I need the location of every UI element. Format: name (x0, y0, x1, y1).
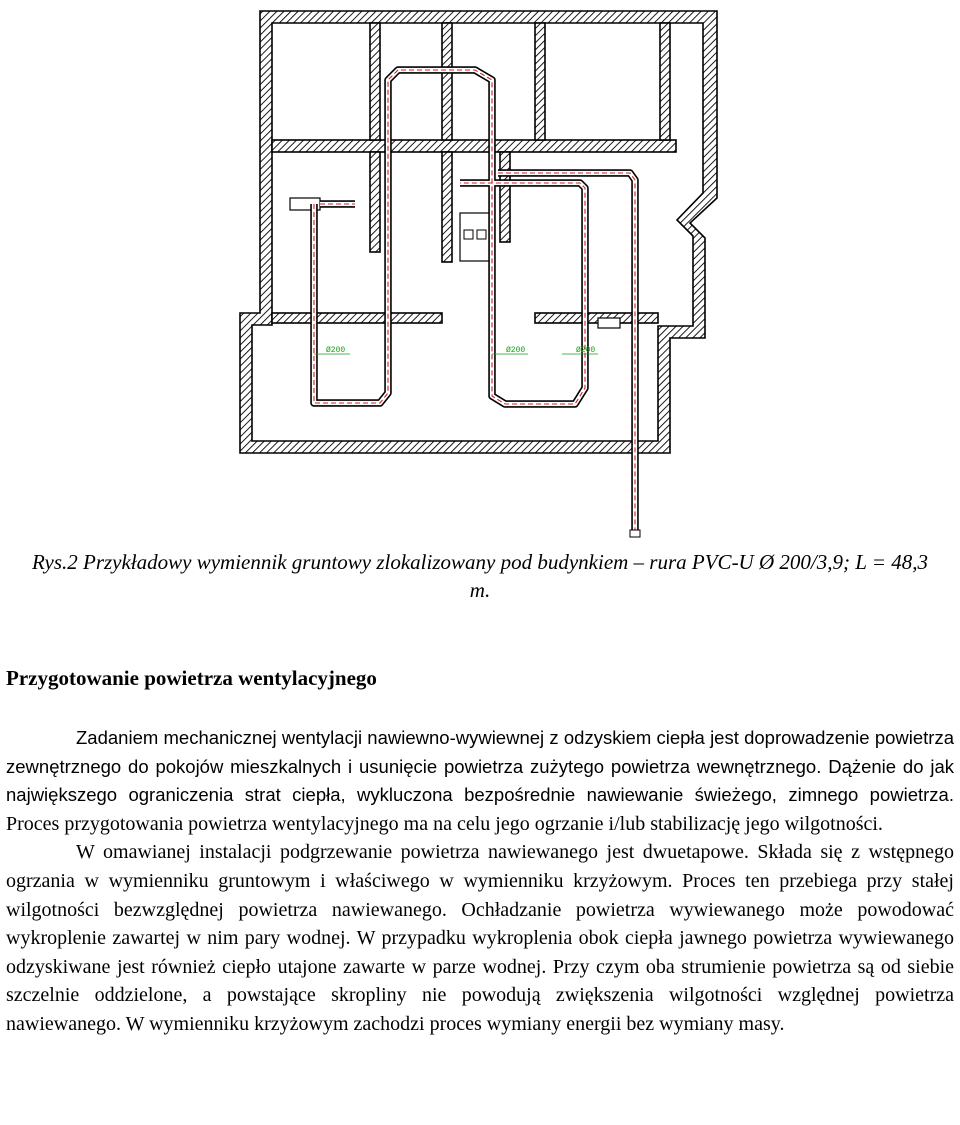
paragraph-1-serif-part: Proces przygotowania powietrza wentylacyjnego ma na celu jego ogrzanie i/lub stabilizację jego wilgotności. (6, 812, 883, 835)
ventilation-unit (290, 198, 620, 328)
figure-caption: Rys.2 Przykładowy wymiennik gruntowy zlokalizowany pod budynkiem – rura PVC-U Ø 200/3,9; L = 48,3 m. (32, 550, 928, 602)
pipe-label-2: Ø200 (506, 346, 526, 355)
section-body (6, 724, 954, 1039)
paragraph-1 (6, 724, 954, 838)
pipe-label-1: Ø200 (326, 346, 346, 355)
paragraph-2: W omawianej instalacji podgrzewanie powietrza nawiewanego jest dwuetapowe. Składa się z wstępnego ogrzania w wymienniku gruntowym i właściwego w wymienniku krzyżowym. Proces ten przebiega przy stałej wilgotności bezwzględnej powietrza nawiewanego. Ochładzanie powietrza wywiewanego może powodować wykroplenie zawartej w nim pary wodnej. W przypadku wykroplenia obok ciepła jawnego powietrza wywiewanego odzyskiwane jest również ciepło utajone zawarte w parze wodnej. Przy czym oba strumienie powietrza są od siebie szczelnie oddzielone, a powstające skropliny nie powodują zwiększenia wilgotności względnej powietrza nawiewanego. W wymienniku krzyżowym zachodzi proces wymiany energii bez wymiany masy. (6, 841, 954, 1035)
pipe-label-3: Ø200 (576, 346, 596, 355)
ground-heat-exchanger-floor-plan (230, 8, 730, 538)
pipe-diameter-labels (314, 346, 598, 355)
section-heading: Przygotowanie powietrza wentylacyjnego (6, 666, 377, 690)
paragraph-1-sans-part: Zadaniem mechanicznej wentylacji nawiewno-wywiewnej z odzyskiem ciepła jest doprowadzenie powietrza zewnętrznego do pokojów mieszkalnych i usunięcie powietrza zużytego powietrza wewnętrznego. Dążenie do jak największego ograniczenia strat ciepła, wykluczona bezpośrednie nawiewanie świeżego, zimnego powietrza. (6, 727, 954, 806)
